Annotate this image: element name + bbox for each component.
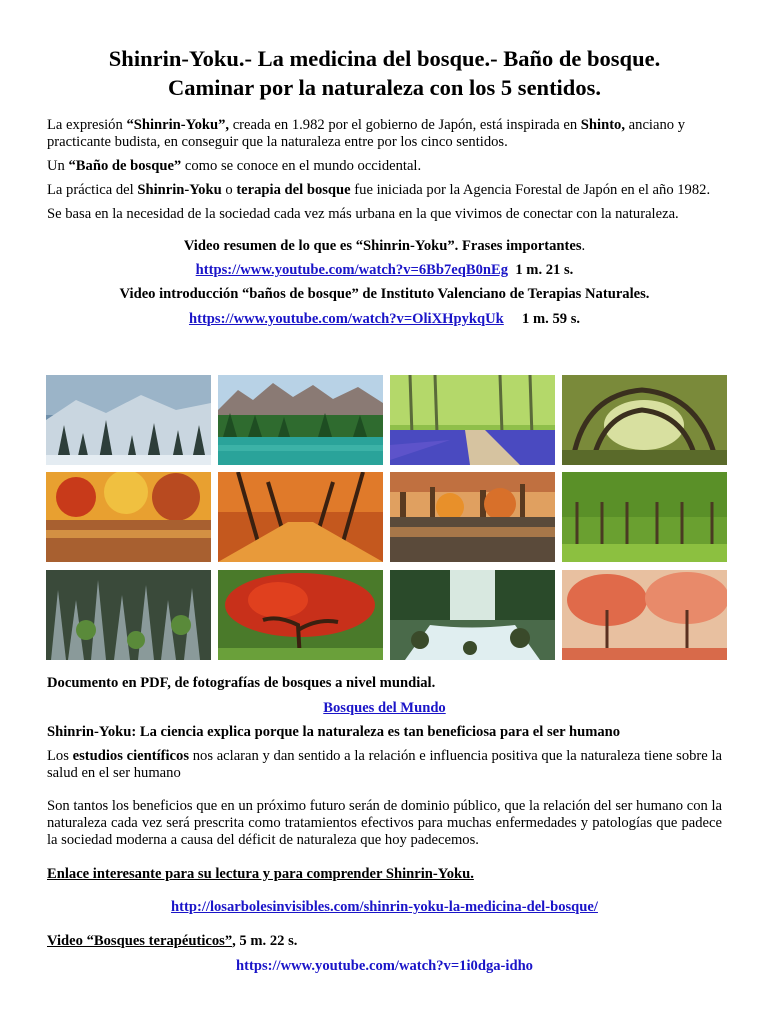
pdf-link-line	[47, 700, 722, 717]
pdf-heading: Documento en PDF, de fotografías de bosques a nivel mundial.	[47, 675, 436, 691]
photo-orange-avenue	[218, 472, 383, 562]
science-paragraph-1: Los estudios científicos nos aclaran y dan sentido a la relación e influencia positiva que la naturaleza tiene sobre la salud en el ser humano	[47, 748, 723, 781]
page-title	[47, 44, 722, 102]
video-2-duration: 1 m. 59 s.	[522, 311, 581, 327]
intro-paragraph-4: Se basa en la necesidad de la sociedad cada vez más urbana en la que vivimos de conectar con la naturaleza.	[47, 206, 679, 222]
video-2-title: Video introducción “baños de bosque” de Instituto Valenciano de Terapias Naturales.	[119, 286, 650, 302]
photo-red-maple	[218, 570, 383, 660]
video-1-link-line	[47, 262, 722, 279]
photo-blossom-trees	[562, 570, 727, 660]
intro-paragraph-1: La expresión “Shinrin-Yoku”, creada en 1.982 por el gobierno de Japón, está inspirada en Shinto, anciano y practicante budista, en conseguir que la naturaleza entre por los cinco sentidos.	[47, 117, 685, 150]
video-3-duration: , 5 m. 22 s.	[232, 933, 298, 949]
science-paragraph-2: Son tantos los beneficios que en un próximo futuro serán de dominio público, que la relación del ser humano con la naturaleza cada vez será prescrita como tratamientos efectivos para muchas enfermedades y patologías que padece la sociedad moderna a causa del déficit de naturaleza que hoy padecemos.	[47, 798, 722, 848]
interesting-heading-line	[47, 866, 722, 883]
video-1-link[interactable]: https://www.youtube.com/watch?v=6Bb7eqB0nEg	[195, 262, 509, 278]
interesting-link-line	[47, 899, 722, 916]
forest-photo-grid	[46, 375, 729, 660]
interesting-heading: Enlace interesante para su lectura y para comprender Shinrin-Yoku.	[47, 866, 474, 882]
video-3-title: Video “Bosques terapéuticos”	[47, 933, 233, 949]
photo-tree-tunnel	[562, 375, 727, 465]
science-heading: Shinrin-Yoku: La ciencia explica porque la naturaleza es tan beneficiosa para el ser humano	[47, 724, 621, 740]
photo-stone-forest	[46, 570, 211, 660]
video-1-duration: 1 m. 21 s.	[515, 262, 574, 278]
photo-bluebell-path	[390, 375, 555, 465]
photo-mountain-lake	[218, 375, 383, 465]
losarboles-link[interactable]: http://losarbolesinvisibles.com/shinrin-yoku-la-medicina-del-bosque/	[171, 899, 598, 915]
video-2-link-line	[47, 311, 722, 328]
title-line-1: Shinrin-Yoku.- La medicina del bosque.- Baño de bosque.	[108, 46, 661, 71]
video-3-link[interactable]: https://www.youtube.com/watch?v=1i0dga-idho	[236, 958, 533, 974]
photo-green-grove	[562, 472, 727, 562]
bosques-del-mundo-link[interactable]: Bosques del Mundo	[323, 700, 446, 716]
video-3-link-line	[47, 958, 722, 975]
video-3-line	[47, 933, 722, 950]
photo-autumn-lake	[46, 472, 211, 562]
intro-paragraph-3: La práctica del Shinrin-Yoku o terapia del bosque fue iniciada por la Agencia Forestal de Japón en el año 1982.	[47, 182, 711, 198]
video-2-link[interactable]: https://www.youtube.com/watch?v=OliXHpykqUk	[188, 311, 504, 327]
intro-paragraph-2: Un “Baño de bosque” como se conoce en el mundo occidental.	[47, 158, 422, 174]
title-line-2: Caminar por la naturaleza con los 5 sentidos.	[168, 75, 601, 100]
lower-section	[47, 675, 722, 975]
photo-waterfall-stream	[390, 570, 555, 660]
video-1-title: Video resumen de lo que es “Shinrin-Yoku”. Frases importantes.	[183, 238, 586, 254]
photo-reflection-lake	[390, 472, 555, 562]
photo-snowy-forest	[46, 375, 211, 465]
